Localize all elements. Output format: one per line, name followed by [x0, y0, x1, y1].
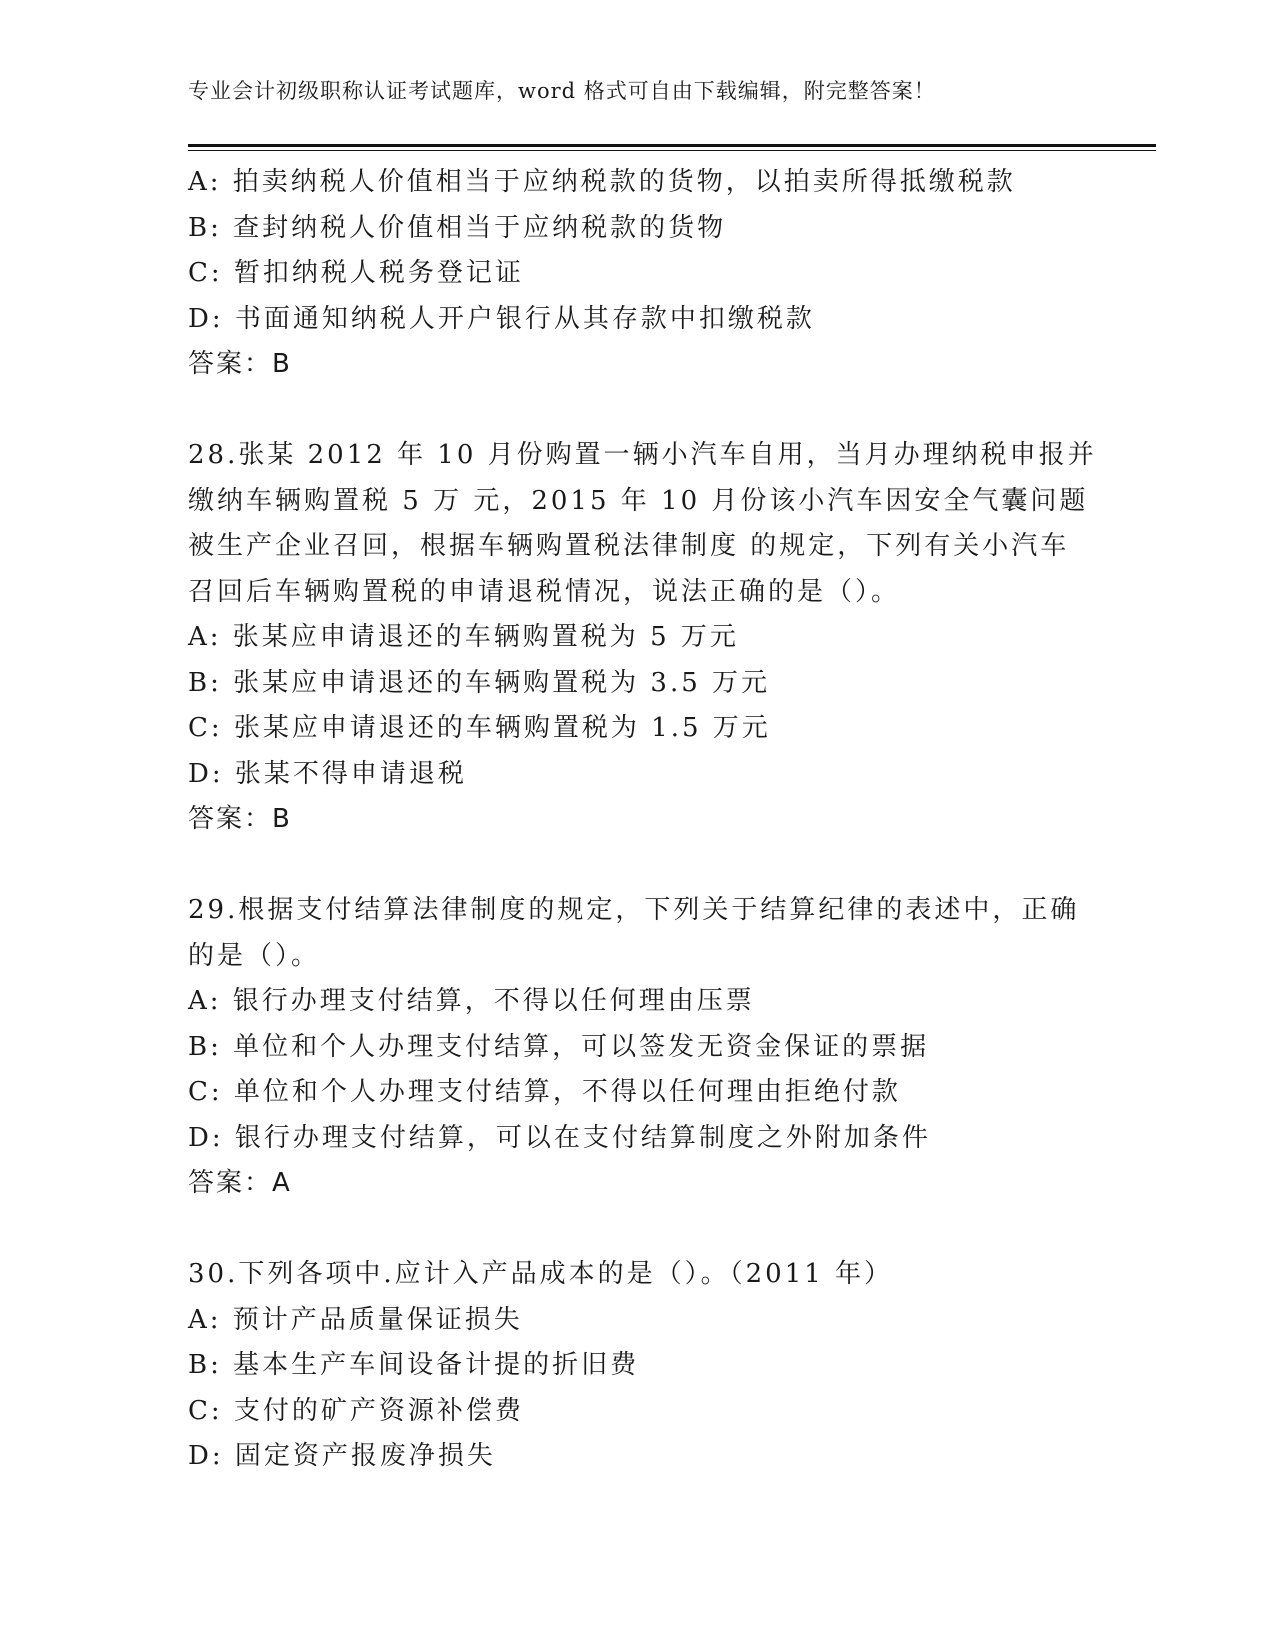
question-content [188, 160, 1097, 1480]
option-d: D: 书面通知纳税人开户银行从其存款中扣缴税款 [188, 303, 815, 334]
question-27 [188, 160, 1088, 388]
option-c: C: 暂扣纳税人税务登记证 [188, 258, 524, 288]
header-rule-thick [188, 144, 1156, 147]
question-29 [188, 888, 1088, 1207]
header-rule-thin [188, 150, 1156, 151]
option-c: C: 支付的矿产资源补偿费 [188, 1395, 524, 1426]
question-stem-line: 29.根据支付结算法律制度的规定，下列关于结算纪律的表述中，正确 [188, 895, 1080, 925]
option-c: C: 单位和个人办理支付结算，不得以任何理由拒绝付款 [188, 1077, 901, 1107]
option-b: B: 查封纳税人价值相当于应纳税款的货物 [188, 212, 727, 243]
option-c: C: 张某应申请退还的车辆购置税为 1.5 万元 [188, 713, 771, 743]
option-d: D: 张某不得申请退税 [188, 758, 467, 789]
question-28 [188, 433, 1097, 843]
option-b: B: 张某应申请退还的车辆购置税为 3.5 万元 [188, 667, 771, 698]
option-a: A: 拍卖纳税人价值相当于应纳税款的货物，以拍卖所得抵缴税款 [188, 167, 1016, 197]
question-stem-line: 30.下列各项中.应计入产品成本的是（）。（2011 年） [188, 1259, 894, 1289]
question-stem-line: 28.张某 2012 年 10 月份购置一辆小汽车自用，当月办理纳税申报并 [188, 440, 1097, 470]
option-a: A: 张某应申请退还的车辆购置税为 5 万元 [188, 622, 739, 652]
page-header: 专业会计初级职称认证考试题库，word 格式可自由下载编辑，附完整答案！ [188, 79, 936, 103]
answer-line: 答案：B [188, 349, 292, 379]
spacer [188, 843, 1088, 889]
answer-line: 答案：A [188, 1168, 292, 1198]
option-d: D: 银行办理支付结算，可以在支付结算制度之外附加条件 [188, 1122, 931, 1153]
answer-line: 答案：B [188, 804, 292, 834]
option-d: D: 固定资产报废净损失 [188, 1441, 496, 1471]
option-b: B: 基本生产车间设备计提的折旧费 [188, 1350, 640, 1380]
question-stem-line: 召回后车辆购置税的申请退税情况，说法正确的是（）。 [188, 576, 901, 607]
spacer [188, 1207, 1088, 1253]
question-stem-line: 缴纳车辆购置税 5 万 元，2015 年 10 月份该小汽车因安全气囊问题 [188, 485, 1089, 516]
question-stem-line: 的是（）。 [188, 940, 321, 971]
spacer [188, 388, 1088, 434]
option-a: A: 预计产品质量保证损失 [188, 1304, 523, 1335]
question-30 [188, 1252, 1088, 1480]
option-a: A: 银行办理支付结算，不得以任何理由压票 [188, 986, 755, 1016]
option-b: B: 单位和个人办理支付结算，可以签发无资金保证的票据 [188, 1031, 930, 1062]
question-stem-line: 被生产企业召回，根据车辆购置税法律制度 的规定，下列有关小汽车 [188, 531, 1070, 561]
